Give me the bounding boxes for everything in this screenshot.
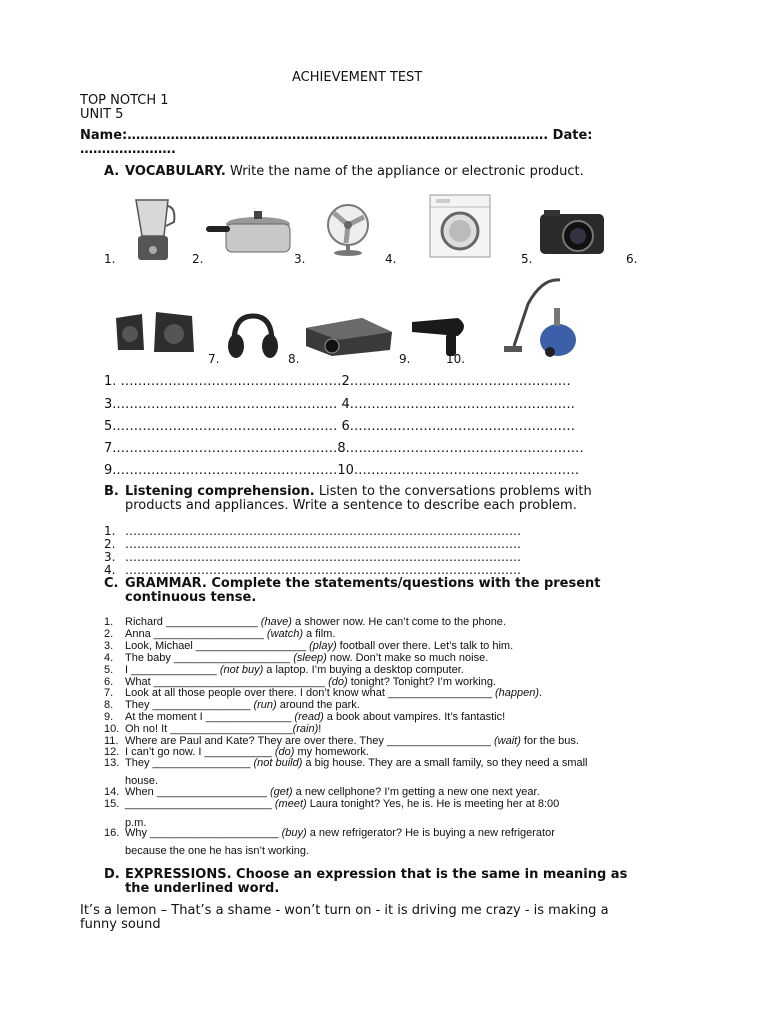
- listening-answer-line[interactable]: ………………………………………………………………………………………: [125, 550, 521, 564]
- grammar-item-number: 16.: [104, 827, 120, 839]
- grammar-verb-hint: (read): [294, 711, 324, 723]
- grammar-item[interactable]: [125, 687, 542, 699]
- section-a-heading: VOCABULARY.: [125, 164, 226, 179]
- grammar-verb-hint: (have): [260, 616, 292, 628]
- grammar-item[interactable]: [125, 845, 309, 857]
- grammar-item-text: Richard _______________: [125, 616, 261, 628]
- grammar-verb-hint: (run): [253, 699, 277, 711]
- grammar-item-number: 4.: [104, 652, 114, 664]
- section-c-heading: GRAMMAR. Complete the statements/questions with the present: [125, 576, 601, 591]
- section-d-letter: D.: [104, 867, 120, 882]
- grammar-item-text: a laptop. I’m buying a desktop computer.: [263, 664, 464, 676]
- vocab-answer-line[interactable]: 3.…………………………………………… 4.……………………………………………: [104, 397, 575, 412]
- grammar-item-text: !: [318, 723, 322, 735]
- grammar-verb-hint: (wait): [493, 735, 521, 747]
- pic-label-3: 3.: [294, 252, 306, 266]
- grammar-verb-hint: (rain): [292, 723, 319, 735]
- grammar-item-number: 9.: [104, 711, 114, 723]
- grammar-item-text: football over there. Let’s talk to him.: [336, 640, 514, 652]
- grammar-item-number: 7.: [104, 687, 114, 699]
- pic-label-4: 4.: [385, 252, 397, 266]
- listening-num: 1.: [104, 524, 116, 538]
- grammar-verb-hint: (watch): [266, 628, 303, 640]
- grammar-item[interactable]: [125, 827, 555, 839]
- grammar-item-text: house.: [125, 775, 159, 787]
- grammar-verb-hint: (buy): [281, 827, 307, 839]
- section-b-letter: B.: [104, 484, 119, 499]
- expression-options: It’s a lemon – That’s a shame - won’t turn on - it is driving me crazy - is making a: [80, 903, 609, 918]
- date-line-continuation: ………………….: [80, 142, 176, 157]
- grammar-item-number: 2.: [104, 628, 114, 640]
- grammar-item[interactable]: [125, 699, 360, 711]
- grammar-item-number: 3.: [104, 640, 114, 652]
- pic-label-2: 2.: [192, 252, 204, 266]
- grammar-item-text: p.m.: [125, 817, 147, 829]
- grammar-verb-hint: (not build): [253, 757, 303, 769]
- grammar-verb-hint: (happen): [495, 687, 540, 699]
- vocab-answer-line[interactable]: 9.……………………………………………10.……………………………………………: [104, 463, 580, 478]
- grammar-item-text: .: [539, 687, 543, 699]
- unit-label: UNIT 5: [80, 107, 124, 122]
- headphones-icon: [226, 312, 280, 360]
- grammar-item[interactable]: [125, 786, 540, 798]
- camera-icon: [538, 208, 606, 256]
- grammar-item-text: They ________________: [125, 699, 254, 711]
- grammar-item-text: around the park.: [276, 699, 360, 711]
- grammar-item[interactable]: [125, 664, 464, 676]
- expression-options-cont: funny sound: [80, 917, 161, 932]
- grammar-item-text: They ________________: [125, 757, 254, 769]
- grammar-verb-hint: (do): [274, 746, 295, 758]
- course-name: TOP NOTCH 1: [80, 93, 169, 108]
- grammar-verb-hint: (not buy): [219, 664, 264, 676]
- pressure-cooker-icon: [204, 206, 296, 258]
- vacuum-cleaner-icon: [502, 274, 580, 360]
- listening-answer-line[interactable]: ………………………………………………………………………………………: [125, 563, 521, 577]
- grammar-item-text: Why _____________________: [125, 827, 282, 839]
- name-date-line: Name:……………………………………………………………………………………. Date:: [80, 128, 593, 143]
- grammar-item[interactable]: [125, 798, 559, 810]
- section-b-heading: Listening comprehension.: [125, 484, 315, 499]
- grammar-item-text: a new refrigerator? He is buying a new refrigerator: [306, 827, 555, 839]
- grammar-item[interactable]: [125, 616, 506, 628]
- grammar-verb-hint: (sleep): [293, 652, 327, 664]
- grammar-item-text: Look at all those people over there. I don’t know what _________________: [125, 687, 495, 699]
- projector-icon: [302, 314, 394, 358]
- grammar-item-text: Look, Michael __________________: [125, 640, 310, 652]
- pic-label-5: 5.: [521, 252, 533, 266]
- grammar-item-number: 5.: [104, 664, 114, 676]
- grammar-item-text: my homework.: [294, 746, 369, 758]
- grammar-item-text: The baby ___________________: [125, 652, 294, 664]
- grammar-item-text: a new cellphone? I’m getting a new one next year.: [292, 786, 540, 798]
- section-c-heading-2: continuous tense.: [125, 590, 257, 605]
- washing-machine-icon: [428, 193, 492, 259]
- grammar-item[interactable]: [125, 628, 335, 640]
- grammar-item-text: I can’t go now. I ___________: [125, 746, 275, 758]
- grammar-item-text: I ______________: [125, 664, 220, 676]
- vocab-answer-line[interactable]: 5.…………………………………………… 6.……………………………………………: [104, 419, 575, 434]
- grammar-item-text: When __________________: [125, 786, 270, 798]
- pic-label-6: 6.: [626, 252, 638, 266]
- section-b-instruction: Listen to the conversations problems with: [318, 484, 592, 499]
- grammar-item-text: a book about vampires. It’s fantastic!: [323, 711, 506, 723]
- section-b-heading-line: [125, 484, 592, 499]
- grammar-verb-hint: (play): [309, 640, 337, 652]
- grammar-item-number: 14.: [104, 786, 120, 798]
- grammar-item-text: ________________________: [125, 798, 275, 810]
- pic-label-1: 1.: [104, 252, 116, 266]
- vocab-answer-line[interactable]: 1. ……………………………………………2……………………………………………: [104, 374, 571, 389]
- section-b-instruction-2: products and appliances. Write a sentence to describe each problem.: [125, 498, 577, 513]
- grammar-item[interactable]: [125, 652, 488, 664]
- section-c-letter: C.: [104, 576, 119, 591]
- page-title: ACHIEVEMENT TEST: [292, 70, 423, 85]
- grammar-item-text: Anna __________________: [125, 628, 267, 640]
- section-a-instruction: Write the name of the appliance or electronic product.: [229, 164, 584, 179]
- section-a-heading-line: [125, 164, 584, 179]
- grammar-item-text: Laura tonight? Yes, he is. He is meeting her at 8:00: [306, 798, 560, 810]
- grammar-item-text: because the one he has isn’t working.: [125, 845, 310, 857]
- listening-num: 4.: [104, 563, 116, 577]
- vocab-answer-line[interactable]: 7.……………………………………………8.………………………………………………: [104, 441, 584, 456]
- grammar-item-number: 15.: [104, 798, 120, 810]
- listening-num: 2.: [104, 537, 116, 551]
- listening-answer-line[interactable]: ………………………………………………………………………………………: [125, 524, 521, 538]
- grammar-item[interactable]: [125, 757, 588, 769]
- grammar-item-text: At the moment I ______________: [125, 711, 295, 723]
- grammar-item-text: a big house. They are a small family, so they need a small: [302, 757, 588, 769]
- pic-label-7: 7.: [208, 352, 220, 366]
- grammar-verb-hint: (do): [328, 676, 348, 688]
- grammar-item[interactable]: [125, 711, 505, 723]
- grammar-item-number: 1.: [104, 616, 114, 628]
- fan-icon: [320, 203, 376, 257]
- listening-num: 3.: [104, 550, 116, 564]
- grammar-item-text: Oh no! It ____________________: [125, 723, 293, 735]
- grammar-item-text: a film.: [302, 628, 336, 640]
- grammar-item-text: now. Don’t make so much noise.: [326, 652, 489, 664]
- grammar-item-number: 13.: [104, 757, 120, 769]
- grammar-item-text: a shower now. He can’t come to the phone.: [291, 616, 506, 628]
- listening-answer-line[interactable]: ………………………………………………………………………………………: [125, 537, 521, 551]
- grammar-item-text: tonight? Tonight? I’m working.: [347, 676, 497, 688]
- grammar-verb-hint: (get): [269, 786, 293, 798]
- pic-label-8: 8.: [288, 352, 300, 366]
- grammar-item-number: 11.: [104, 735, 119, 747]
- section-d-heading-2: the underlined word.: [125, 881, 280, 896]
- grammar-item-text: for the bus.: [520, 735, 579, 747]
- grammar-item-number: 10.: [104, 723, 120, 735]
- grammar-item[interactable]: [125, 723, 321, 735]
- grammar-item[interactable]: [125, 640, 513, 652]
- grammar-item-number: 6.: [104, 676, 114, 688]
- grammar-verb-hint: (meet): [274, 798, 307, 810]
- section-a-letter: A.: [104, 164, 120, 179]
- grammar-item-text: Where are Paul and Kate? They are over there. They _________________: [125, 735, 494, 747]
- pic-label-10: 10.: [446, 352, 466, 366]
- speakers-icon: [112, 308, 200, 354]
- pic-label-9: 9.: [399, 352, 411, 366]
- section-d-heading: EXPRESSIONS. Choose an expression that is the same in meaning as: [125, 867, 628, 882]
- grammar-item-text: What ____________________________: [125, 676, 329, 688]
- blender-icon: [128, 196, 178, 264]
- grammar-item-number: 8.: [104, 699, 114, 711]
- grammar-item-number: 12.: [104, 746, 120, 758]
